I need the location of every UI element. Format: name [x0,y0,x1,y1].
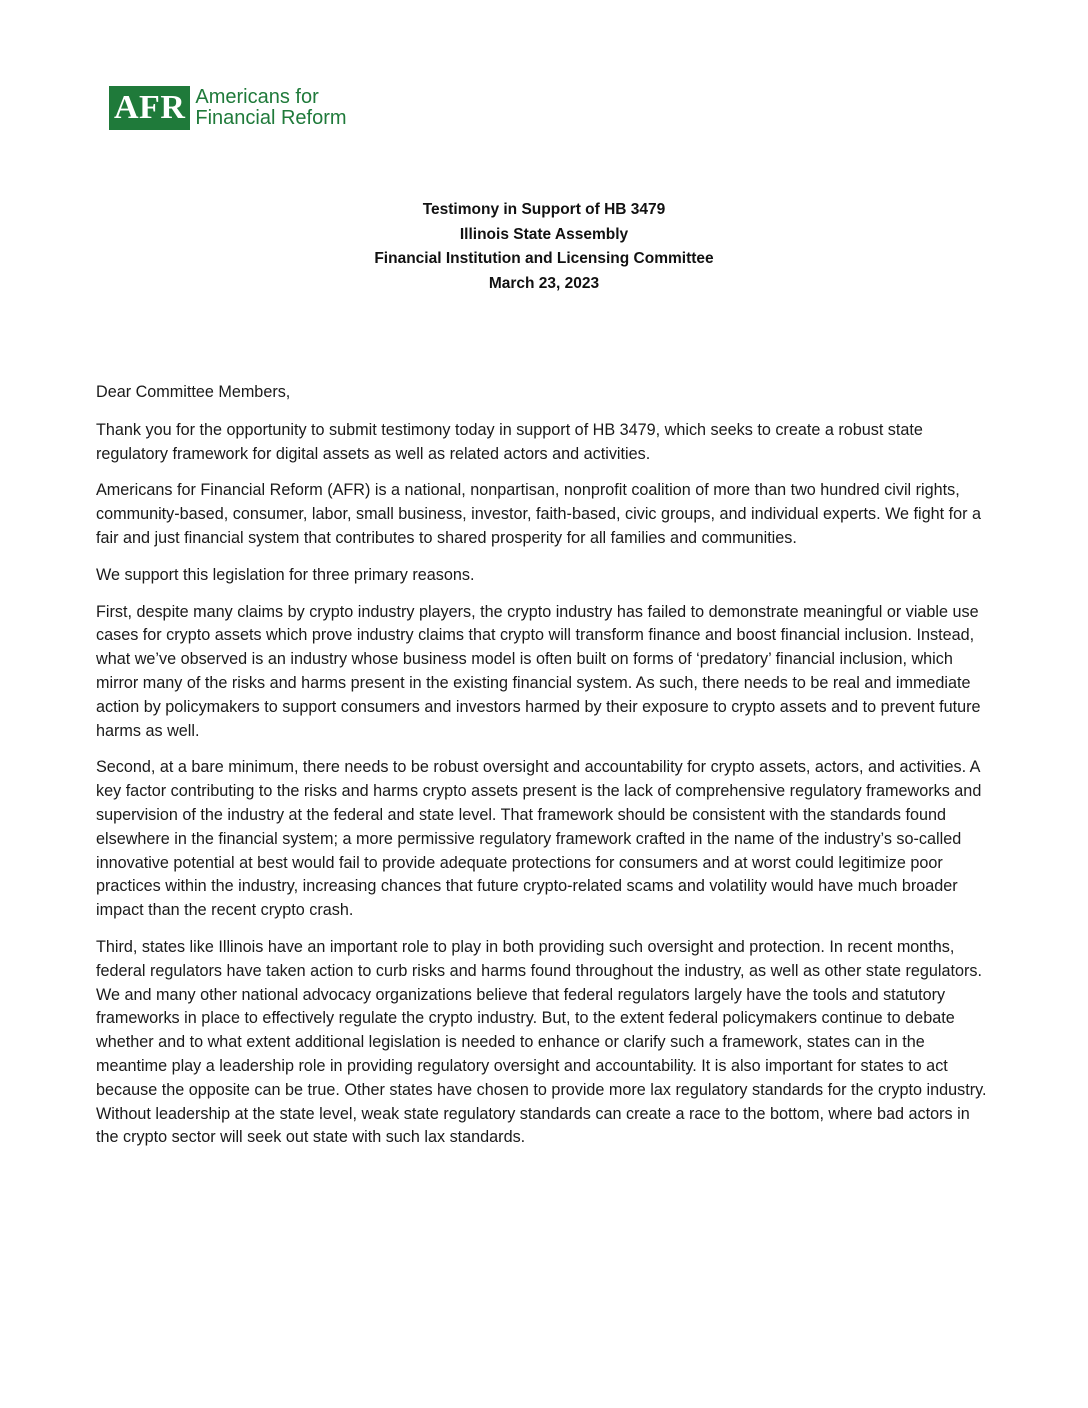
letter-body [96,381,996,1163]
paragraph-third: Third, states like Illinois have an important role to play in both providing such oversight and protection. In recent months, federal regulators have taken action to curb risks and harms found throughout the industry, as well as other state regulators. We and many other national advocacy organizations believe that federal regulators largely have the tools and statutory frameworks in place to effectively regulate the crypto industry. But, to the extent federal policymakers continue to debate whether and to what extent additional legislation is needed to enhance or clarify such a framework, states can in the meantime play a leadership role in providing regulatory oversight and accountability. It is also important for states to act because the opposite can be true. Other states have chosen to provide more lax regulatory standards for the crypto industry. Without leadership at the state level, weak state regulatory standards can create a race to the bottom, where bad actors in the crypto sector will seek out state with such lax standards. [96,937,987,1147]
logo-wordmark [195,87,346,129]
heading-title: Testimony in Support of HB 3479 [422,201,666,218]
heading-committee: Financial Institution and Licensing Committee [374,250,714,267]
paragraph-reasons: We support this legislation for three primary reasons. [96,565,475,584]
logo-abbreviation: AFR [109,86,190,130]
paragraph-intro: Thank you for the opportunity to submit testimony today in support of HB 3479, which seeks to create a robust state regulatory framework for digital assets as well as related actors and activities. [96,420,923,463]
paragraph-first: First, despite many claims by crypto industry players, the crypto industry has failed to demonstrate meaningful or viable use cases for crypto assets which prove industry claims that crypto will transform finance and boost financial inclusion. Instead, what we’ve observed is an industry whose business model is often built on forms of ‘predatory’ financial inclusion, which mirror many of the risks and harms present in the existing financial system. As such, there needs to be real and immediate action by policymakers to support consumers and investors harmed by their exposure to crypto assets and to prevent future harms as well. [96,602,981,740]
heading-date: March 23, 2023 [488,274,600,292]
afr-logo [109,86,347,130]
logo-wordmark-line-1: Americans for [195,86,319,108]
document-heading [0,198,1088,296]
salutation: Dear Committee Members, [96,383,291,401]
paragraph-second: Second, at a bare minimum, there needs to be robust oversight and accountability for crypto assets, actors, and activities. A key factor contributing to the risks and harms crypto assets present is the lack of comprehensive regulatory frameworks and supervision of the industry at the federal and state level. That framework should be consistent with the standards found elsewhere in the financial system; a more permissive regulatory framework crafted in the name of the industry’s so-called innovative potential at best would fail to provide adequate protections for consumers and at worst could legitimize poor practices within the industry, increasing chances that future crypto-related scams and volatility would have much broader impact than the recent crypto crash. [96,758,982,920]
paragraph-about-afr: Americans for Financial Reform (AFR) is a national, nonpartisan, nonprofit coalition of more than two hundred civil rights, community-based, consumer, labor, small business, investor, faith-based, civic groups, and individual experts. We fight for a fair and just financial system that contributes to shared prosperity for all families and communities. [96,481,982,547]
logo-wordmark-line-2: Financial Reform [195,107,347,129]
heading-assembly: Illinois State Assembly [459,225,629,243]
